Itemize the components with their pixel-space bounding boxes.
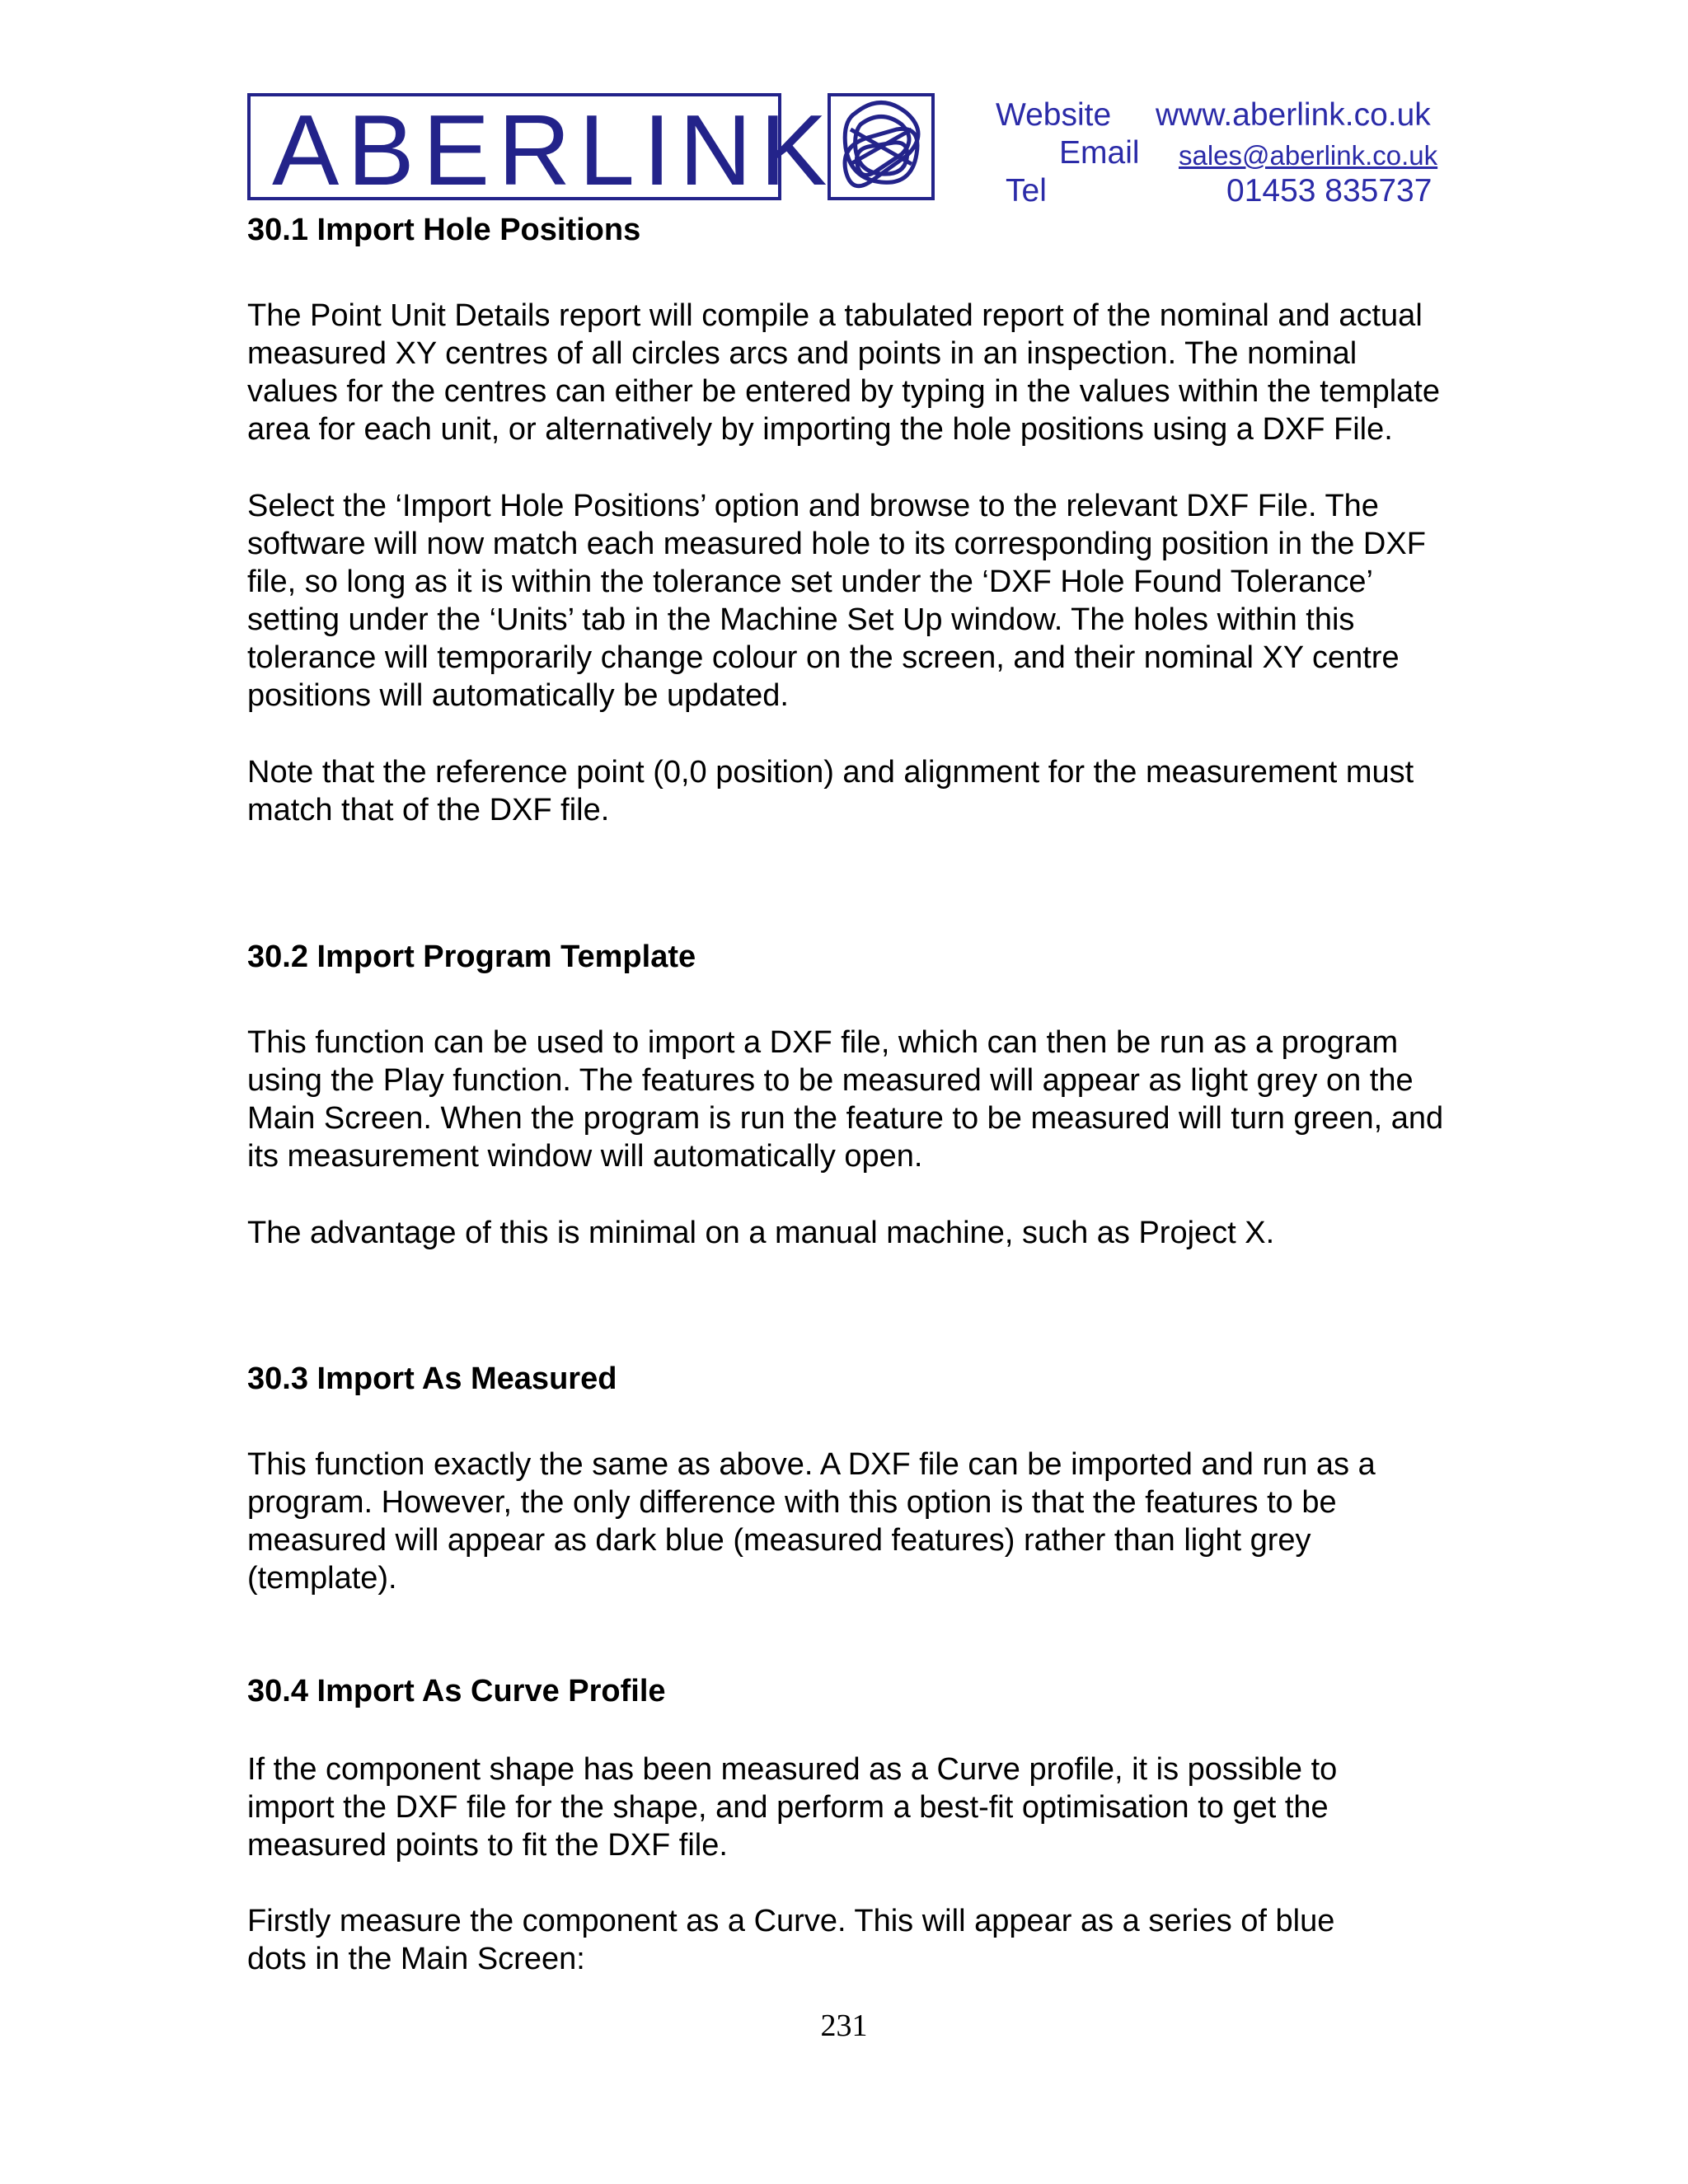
text-line: measured points to fit the DXF file. [247,1828,728,1863]
section-heading: 30.1 Import Hole Positions [247,213,641,247]
text-line: file, so long as it is within the tolerance set under the ‘DXF Hole Found Tolerance’ [247,565,1373,599]
section-heading: 30.3 Import As Measured [247,1361,617,1396]
paragraph [247,1902,1533,1978]
paragraph [247,297,1533,448]
text-line: software will now match each measured hole to its corresponding position in the DXF [247,527,1426,561]
text-line: its measurement window will automatically open. [247,1139,923,1174]
text-line: positions will automatically be updated. [247,678,789,713]
text-line: using the Play function. The features to be measured will appear as light grey on the [247,1063,1414,1098]
text-line: dots in the Main Screen: [247,1942,585,1976]
text-line: setting under the ‘Units’ tab in the Machine Set Up window. The holes within this [247,602,1355,637]
text-line: The advantage of this is minimal on a manual machine, such as Project X. [247,1216,1275,1250]
section-heading: 30.2 Import Program Template [247,940,696,974]
text-line: Main Screen. When the program is run the feature to be measured will turn green, and [247,1101,1444,1136]
text-line: If the component shape has been measured as a Curve profile, it is possible to [247,1752,1338,1787]
text-line: match that of the DXF file. [247,793,610,827]
aberlink-logo [247,93,940,205]
email-label: Email [1059,135,1140,171]
text-line: Note that the reference point (0,0 position) and alignment for the measurement must [247,755,1414,790]
logo-wordmark: ABERLINK [272,94,836,206]
logo-wordmark-box [247,93,836,206]
text-line: (template). [247,1561,397,1596]
paragraph [247,753,1533,829]
text-line: tolerance will temporarily change colour on the screen, and their nominal XY centre [247,640,1400,675]
text-line: measured XY centres of all circles arcs and points in an inspection. The nominal [247,336,1357,371]
section-heading: 30.4 Import As Curve Profile [247,1674,666,1708]
text-line: import the DXF file for the shape, and perform a best-fit optimisation to get the [247,1790,1329,1825]
paragraph [247,1446,1533,1597]
text-line: values for the centres can either be entered by typing in the values within the template [247,374,1440,409]
paragraph [247,1024,1533,1175]
text-line: The Point Unit Details report will compile a tabulated report of the nominal and actual [247,298,1423,333]
paragraph [247,1750,1533,1864]
page-number: 231 [820,2008,868,2043]
text-line: Firstly measure the component as a Curve. This will appear as a series of blue [247,1904,1335,1938]
paragraph [247,1214,1533,1252]
tel-value: 01453 835737 [1226,173,1432,209]
text-line: Select the ‘Import Hole Positions’ option and browse to the relevant DXF File. The [247,489,1379,523]
email-link[interactable]: sales@aberlink.co.uk [1179,140,1438,171]
tel-label: Tel [1006,173,1047,209]
text-line: This function exactly the same as above. A DXF file can be imported and run as a [247,1447,1376,1482]
website-value[interactable]: www.aberlink.co.uk [1156,97,1431,133]
paragraph [247,487,1533,715]
text-line: This function can be used to import a DXF file, which can then be run as a program [247,1025,1399,1060]
text-line: measured will appear as dark blue (measured features) rather than light grey [247,1523,1311,1558]
celtic-knot-icon [828,93,935,200]
text-line: area for each unit, or alternatively by importing the hole positions using a DXF File. [247,412,1393,447]
website-label: Website [996,97,1112,133]
text-line: program. However, the only difference with this option is that the features to be [247,1485,1337,1520]
